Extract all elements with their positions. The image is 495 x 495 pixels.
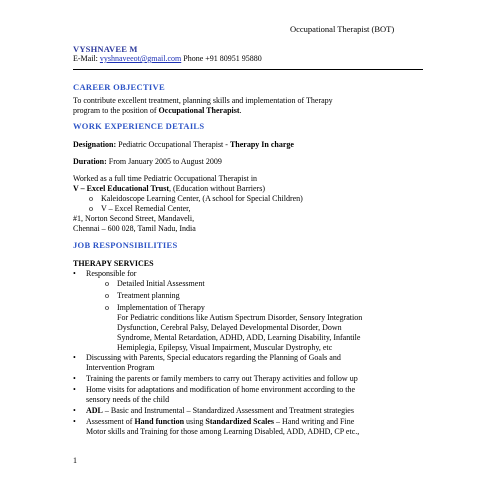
- list-item: • Responsible for: [73, 269, 137, 278]
- circle-bullet-icon: o: [89, 194, 93, 203]
- sub-item: o Treatment planning: [105, 291, 180, 300]
- bullet-icon: •: [73, 417, 76, 426]
- list-item-continuation: sensory needs of the child: [86, 395, 170, 404]
- list-item-continuation: Intervention Program: [86, 363, 155, 372]
- conditions-line: Hemiplegia, Epilepsy, Visual Impairment, Muscular Dystrophy, etc: [117, 343, 333, 352]
- conditions-line: Dysfunction, Cerebral Palsy, Delayed Developmental Disorder, Down: [117, 323, 342, 332]
- circle-bullet-icon: o: [105, 279, 109, 288]
- center-item: o Kaleidoscope Learning Center, (A school for Special Children): [89, 194, 303, 203]
- header-title: Occupational Therapist (BOT): [290, 24, 395, 34]
- phone-text: Phone +91 80951 95880: [181, 54, 262, 63]
- designation-line: Designation: Pediatric Occupational Therapist - Therapy In charge: [73, 140, 294, 149]
- therapy-services-title: THERAPY SERVICES: [73, 259, 154, 268]
- candidate-name: VYSHNAVEE M: [73, 44, 138, 54]
- list-item: • ADL – Basic and Instrumental – Standardized Assessment and Treatment strategies: [73, 406, 354, 415]
- circle-bullet-icon: o: [105, 303, 109, 312]
- list-item-continuation: Motor skills and Training for those among Learning Disabled, ADD, ADHD, CP etc.,: [86, 427, 360, 436]
- header-divider: [73, 69, 423, 70]
- duration-line: Duration: From January 2005 to August 2009: [73, 157, 222, 166]
- bullet-icon: •: [73, 374, 76, 383]
- career-line-2: program to the position of Occupational Therapist.: [73, 106, 242, 115]
- work-heading: WORK EXPERIENCE DETAILS: [73, 121, 205, 131]
- list-item: • Discussing with Parents, Special educators regarding the Planning of Goals and: [73, 353, 341, 362]
- address-line-2: Chennai – 600 028, Tamil Nadu, India: [73, 224, 196, 233]
- job-heading: JOB RESPONSIBILITIES: [73, 240, 178, 250]
- sub-item: o Implementation of Therapy: [105, 303, 205, 312]
- address-line-1: #1, Norton Second Street, Mandaveli,: [73, 214, 195, 223]
- conditions-line: Syndrome, Mental Retardation, ADHD, ADD, Learning Disability, Infantile: [117, 333, 361, 342]
- trust-line: V – Excel Educational Trust, (Education without Barriers): [73, 184, 265, 193]
- contact-line: [73, 54, 262, 63]
- circle-bullet-icon: o: [89, 204, 93, 213]
- bullet-icon: •: [73, 269, 76, 278]
- sub-item: o Detailed Initial Assessment: [105, 279, 205, 288]
- career-heading: CAREER OBJECTIVE: [73, 82, 165, 92]
- career-line-1: To contribute excellent treatment, planning skills and implementation of Therapy: [73, 96, 333, 105]
- bullet-icon: •: [73, 406, 76, 415]
- list-item: • Home visits for adaptations and modification of home environment according to the: [73, 385, 356, 394]
- bullet-icon: •: [73, 385, 76, 394]
- list-item: • Training the parents or family members to carry out Therapy activities and follow up: [73, 374, 358, 383]
- center-item: o V – Excel Remedial Center,: [89, 204, 191, 213]
- list-item: • Assessment of Hand function using Standardized Scales – Hand writing and Fine: [73, 417, 355, 426]
- conditions-line: For Pediatric conditions like Autism Spectrum Disorder, Sensory Integration: [117, 313, 363, 322]
- email-link[interactable]: vyshnaveeot@gmail.com: [99, 54, 182, 63]
- bullet-icon: •: [73, 353, 76, 362]
- worked-line: Worked as a full time Pediatric Occupational Therapist in: [73, 174, 258, 183]
- email-label: E-Mail:: [73, 54, 100, 63]
- circle-bullet-icon: o: [105, 291, 109, 300]
- page-number: 1: [73, 456, 77, 465]
